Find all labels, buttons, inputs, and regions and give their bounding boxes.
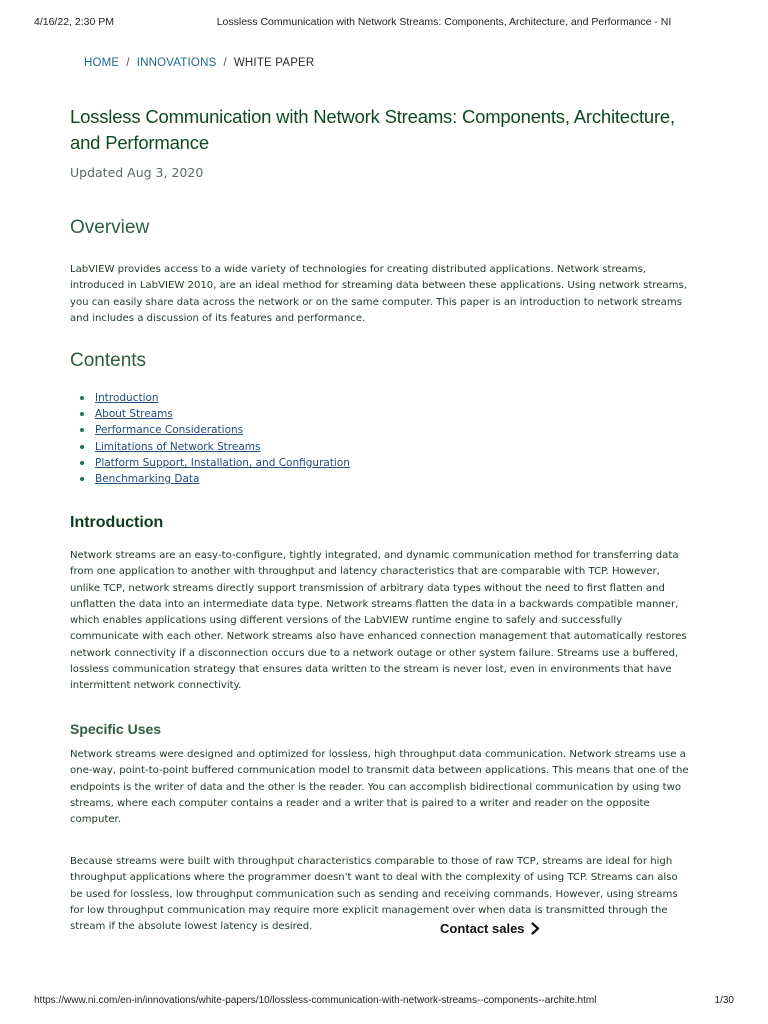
overview-text: LabVIEW provides access to a wide variety of technologies for creating distributed applications. Network streams, introduced in LabVIEW 2010, are an ideal method for streaming data between these applications. Using network streams, you can easily share data across the network or on the same computer. This paper is an introduction to network streams and includes a discussion of its features and performance. — [70, 264, 687, 324]
print-header — [34, 16, 734, 30]
breadcrumb-separator: / — [126, 57, 130, 69]
breadcrumb-separator: / — [223, 57, 227, 69]
contact-sales-label: Contact sales — [440, 920, 525, 936]
updated-date: Updated Aug 3, 2020 — [70, 165, 204, 180]
specific-uses-heading: Specific Uses — [70, 721, 162, 737]
page-title: Lossless Communication with Network Streams: Components, Architecture, and Performance — [70, 106, 675, 153]
toc-link-about-streams[interactable]: About Streams — [95, 408, 173, 421]
contents-list — [80, 390, 350, 487]
introduction-text: Network streams are an easy-to-configure, tightly integrated, and dynamic communication method for transferring data from one application to another with throughput and latency characteristics that are comparable with TCP. However, unlike TCP, network streams directly support transmission of arbitrary data types without the need to first flatten and unflatten the data into an intermediate data type. Network streams flatten the data in a backwards compatible manner, which enables applications using different versions of the LabVIEW runtime engine to safely and successfully communicate with each other. Network streams also have enhanced connection management that automatically restores network connectivity if a disconnection occurs due to a network outage or other system failure. Streams use a buffered, lossless communication strategy that ensures data written to the stream is never lost, even in environments that have intermittent network connectivity. — [70, 550, 687, 692]
list-item — [80, 471, 350, 487]
introduction-heading: Introduction — [70, 514, 164, 531]
toc-link-benchmarking-data[interactable]: Benchmarking Data — [95, 473, 200, 486]
print-footer — [34, 995, 734, 1009]
print-page-number: 1/30 — [714, 995, 734, 1006]
toc-link-limitations[interactable]: Limitations of Network Streams — [95, 440, 261, 453]
breadcrumb-home-link[interactable]: HOME — [84, 57, 120, 69]
breadcrumb-innovations-link[interactable]: INNOVATIONS — [136, 57, 217, 69]
breadcrumb-current: WHITE PAPER — [233, 57, 315, 69]
list-item — [80, 406, 350, 422]
specific-uses-text-2: Because streams were built with throughput characteristics comparable to those of raw TCP, streams are ideal for high throughput applications where the programmer doesn't want to deal with the complexity of using TCP. Streams can also be used for lossless, low throughput communication such as sending and receiving commands. However, using streams for low throughput communication may require more explicit management over when data is transmitted through the stream if the absolute lowest latency is desired. — [70, 856, 678, 933]
list-item — [80, 439, 350, 455]
chevron-right-icon — [531, 922, 540, 935]
print-page-title: Lossless Communication with Network Streams: Components, Architecture, and Performance - NI — [216, 16, 672, 28]
list-item — [80, 455, 350, 471]
specific-uses-text-1: Network streams were designed and optimized for lossless, high throughput data communication. Network streams use a one-way, point-to-point buffered communication model to transmit data between applications. This means that one of the endpoints is the writer of data and the other is the reader. You can accomplish bidirectional communication by using two streams, where each computer contains a reader and a writer that is paired to a writer and reader on the opposite computer. — [70, 749, 689, 826]
contents-heading: Contents — [70, 350, 147, 371]
breadcrumb — [84, 55, 314, 71]
overview-heading: Overview — [70, 217, 150, 238]
list-item — [80, 422, 350, 438]
contact-sales-button[interactable] — [440, 919, 540, 937]
print-datetime: 4/16/22, 2:30 PM — [34, 16, 114, 28]
list-item — [80, 390, 350, 406]
toc-link-introduction[interactable]: Introduction — [95, 392, 159, 404]
toc-link-performance-considerations[interactable]: Performance Considerations — [95, 424, 244, 437]
print-url: https://www.ni.com/en-in/innovations/white-papers/10/lossless-communication-with-network-streams--components--archite.html — [34, 995, 597, 1006]
toc-link-platform-support[interactable]: Platform Support, Installation, and Configuration — [95, 456, 350, 469]
